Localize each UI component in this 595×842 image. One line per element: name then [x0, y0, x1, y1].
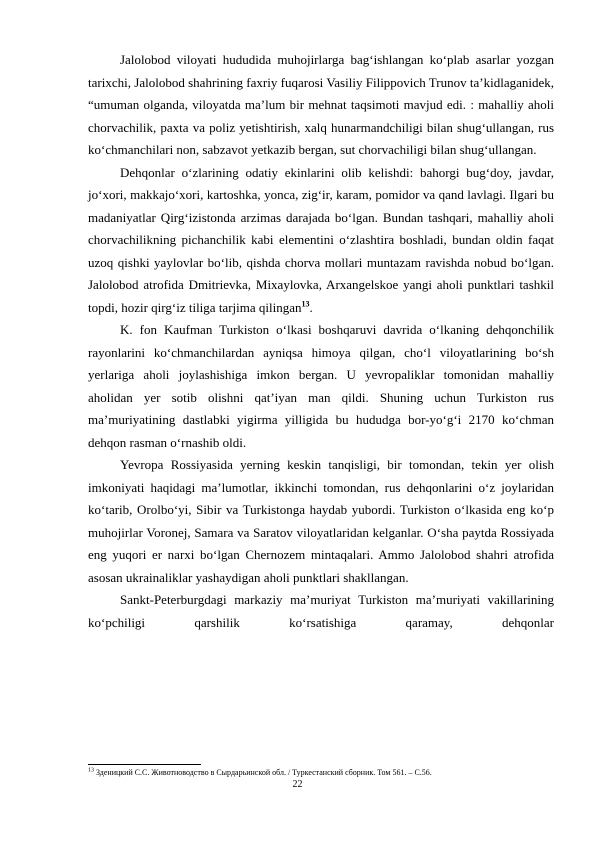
- paragraph-2: [88, 162, 554, 320]
- footnote-number: 13: [88, 767, 94, 774]
- page-number: 22: [292, 779, 303, 790]
- paragraph-1: Jalolobod viloyati hududida muhojirlarga bag‘ishlangan ko‘plab asarlar yozgan tarixchi, Jalolobod shahrining faxriy fuqarosi Vasiliy Filippovich Trunov ta’kidlaganidek, “umuman olganda, viloyatda ma’lum bir mehnat taqsimoti mavjud edi. : mahalliy aholi chorvachilik, paxta va poliz yetishtirish, xalq hunarmandchiligi bilan shug‘ullangan, rus ko‘chmanchilari non, sabzavot yetkazib bergan, sut chorvachiligi bilan shug‘ullangan.: [88, 52, 554, 157]
- paragraph-2-text: Dehqonlar o‘zlarining odatiy ekinlarini olib kelishdi: bahorgi bug‘doy, javdar, jo‘xori, makkajo‘xori, kartoshka, yonca, zig‘ir, karam, pomidor va qand lavlagi. Ilgari bu madaniyatlar Qirg‘izistonda arzimas darajada bo‘lgan. Bundan tashqari, mahalliy aholi chorvachilikning pichanchilik kabi elementini o‘zlashtira boshladi, bundan oldin faqat uzoq qishki yaylovlar bo‘lib, qishda chorva mollari muntazam ravishda nobud bo‘lgan. Jalolobod atrofida Dmitrievka, Mixaylovka, Arxangelskoe yangi aholi punktlari tashkil topdi, hozir qirg‘iz tiliga tarjima qilingan: [88, 164, 554, 315]
- paragraph-4: Yevropa Rossiyasida yerning keskin tanqisligi, bir tomondan, tekin yer olish imkoniyati haqidagi ma’lumotlar, ikkinchi tomondan, rus dehqonlarini o‘z joylaridan ko‘tarib, Orolbo‘yi, Sibir va Turkistonga haydab yubordi. Turkiston o‘lkasida eng ko‘p muhojirlar Voronej, Samara va Saratov viloyatlaridan kelganlar. O‘sha paytda Rossiyada eng yuqori er narxi bo‘lgan Chernozem mintaqalari. Ammo Jalolobod shahri atrofida asosan ukrainaliklar yashaydigan aholi punktlari shakllangan.: [88, 457, 554, 585]
- footnote-text: Зденицкий С.С. Животноводство в Сырдарьинской обл. / Туркестанский сборник. Том 561. – С.56.: [94, 768, 432, 777]
- footnote-reference[interactable]: 13: [301, 299, 310, 309]
- paragraph-2-end: .: [309, 299, 313, 315]
- footnote: [88, 767, 554, 778]
- body-text: [88, 49, 554, 634]
- paragraph-3: K. fon Kaufman Turkiston o‘lkasi boshqaruvi davrida o‘lkaning dehqonchilik rayonlarini ko‘chmanchilardan ayniqsa himoya qilgan, cho‘l viloyatlarining bo‘sh yerlariga aholi joylashishiga imkon bergan. U yevropaliklar tomonidan mahalliy aholidan yer sotib olishni qat’iyan man qildi. Shuning uchun Turkiston rus ma’muriyatining dastlabki yigirma yilligida bu hududga bor-yo‘g‘i 2170 ko‘chman dehqon rasman o‘rnashib oldi.: [88, 322, 554, 450]
- footnote-separator: [88, 764, 201, 765]
- paragraph-5: Sankt-Peterburgdagi markaziy ma’muriyat Turkiston ma’muriyati vakillarining ko‘pchiligi qarshilik ko‘rsatishiga qaramay, dehqonlar: [88, 592, 554, 630]
